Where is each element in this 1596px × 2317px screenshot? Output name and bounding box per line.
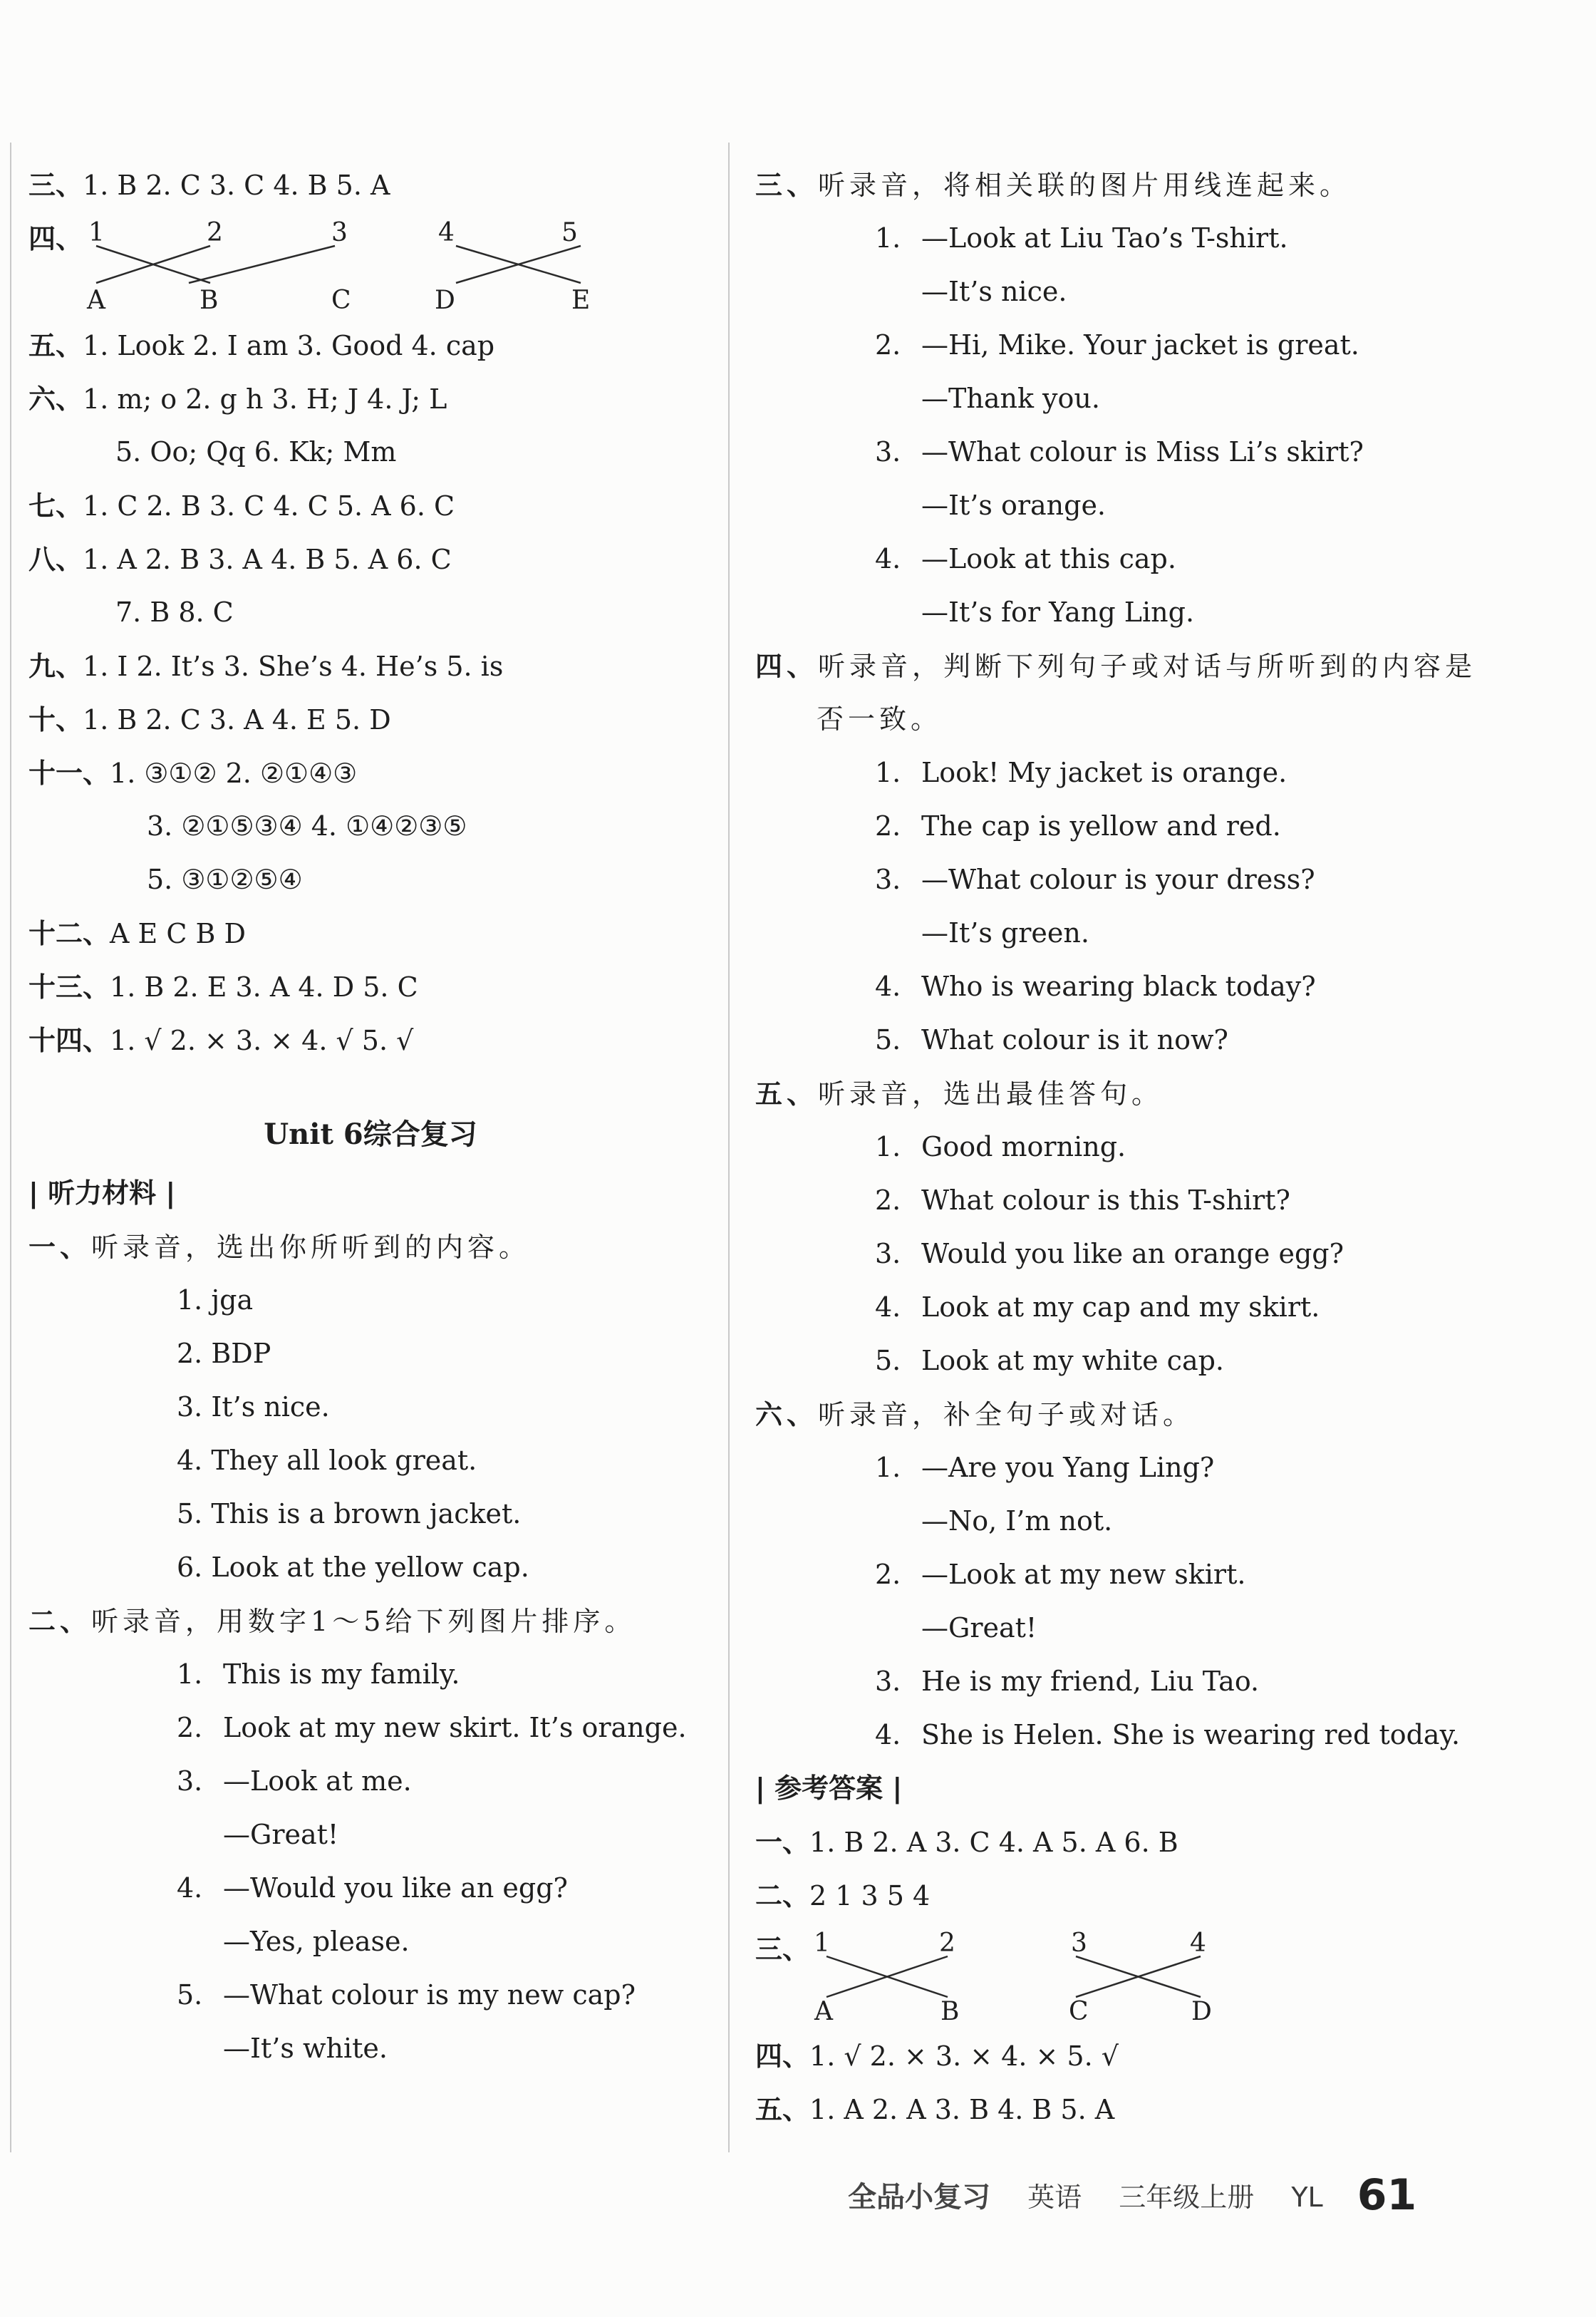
edition-label: YL [1291, 2182, 1323, 2213]
listening-item: 4. Who is wearing black today? [875, 971, 1316, 1002]
page-footer [848, 2167, 1416, 2224]
listening-item: 4. They all look great. [177, 1445, 477, 1476]
listening-item: 4. —Would you like an egg? [177, 1872, 568, 1904]
listening-item: 5. What colour is it now? [875, 1024, 1228, 1056]
match-top-4: 4 [438, 218, 455, 247]
section-label: 三、 [755, 1933, 810, 1965]
answer-row-12: 十二、A E C B D [28, 917, 246, 949]
listening-item: 2. Look at my new skirt. It’s orange. [177, 1712, 687, 1743]
listening-item: 2. —Look at my new skirt. [875, 1559, 1246, 1590]
listening-section-4-title-cont: 否一致。 [817, 703, 943, 735]
listening-item: 5. —What colour is my new cap? [177, 1979, 636, 2011]
listening-item: 1. Look! My jacket is orange. [875, 757, 1287, 788]
match-top-5: 5 [561, 218, 578, 247]
match-bottom-a: A [814, 1997, 833, 2026]
listening-item: 4. —Look at this cap. [875, 543, 1176, 574]
answer-row-7: 七、1. C 2. B 3. C 4. C 5. A 6. C [28, 490, 455, 522]
match-bottom-c: C [1069, 1997, 1089, 2026]
answer-row-8-cont: 7. B 8. C [115, 597, 234, 628]
listening-section-3-title: 三、听录音，将相关联的图片用线连起来。 [755, 169, 1352, 201]
listening-item: —Thank you. [921, 383, 1100, 414]
listening-section-4-title: 四、听录音，判断下列句子或对话与所听到的内容是 [755, 650, 1477, 682]
answer-row-8: 八、1. A 2. B 3. A 4. B 5. A 6. C [28, 543, 452, 575]
answer-row-3: 三、1. B 2. C 3. C 4. B 5. A [28, 169, 390, 201]
listening-item: —Great! [921, 1612, 1037, 1643]
reference-answers-tag: | 参考答案 | [755, 1772, 903, 1804]
answer-row-5: 五、1. A 2. A 3. B 4. B 5. A [755, 2093, 1115, 2125]
listening-item: 1. Good morning. [875, 1131, 1126, 1162]
listening-item: 4. She is Helen. She is wearing red today. [875, 1719, 1461, 1750]
listening-item: —No, I’m not. [921, 1505, 1113, 1537]
answer-row-13: 十三、1. B 2. E 3. A 4. D 5. C [28, 971, 418, 1003]
right-column [755, 158, 1575, 2136]
listening-item: 1. —Look at Liu Tao’s T-shirt. [875, 222, 1288, 254]
listening-section-6-title: 六、听录音，补全句子或对话。 [755, 1398, 1195, 1430]
listening-item: —Great! [223, 1819, 339, 1850]
left-margin-rule [10, 143, 11, 2152]
matching-answer-4 [28, 212, 712, 319]
answer-row-11: 十一、1. ③①② 2. ②①④③ [28, 757, 358, 789]
column-divider [728, 143, 730, 2152]
listening-item: 3. It’s nice. [177, 1391, 330, 1423]
listening-item: 3. —What colour is Miss Li’s skirt? [875, 436, 1364, 468]
subject-label: 英语 [1027, 2182, 1082, 2213]
listening-item: 6. Look at the yellow cap. [177, 1552, 529, 1583]
listening-item: 5. Look at my white cap. [875, 1345, 1225, 1376]
match-bottom-c: C [331, 286, 351, 315]
answer-row-11-cont: 3. ②①⑤③④ 4. ①④②③⑤ [147, 810, 467, 842]
listening-item: —It’s green. [921, 917, 1089, 949]
listening-item: 3. Would you like an orange egg? [875, 1238, 1344, 1269]
listening-item: 3. He is my friend, Liu Tao. [875, 1666, 1260, 1697]
answer-row-6: 六、1. m; o 2. g h 3. H; J 4. J; L [28, 383, 447, 415]
listening-item: —It’s for Yang Ling. [921, 597, 1195, 628]
match-top-2: 2 [939, 1929, 955, 1958]
unit-title: Unit 6综合复习 [264, 1118, 477, 1151]
matching-lines [755, 1922, 1539, 2029]
match-top-1: 1 [814, 1929, 830, 1958]
listening-item: 2. What colour is this T-shirt? [875, 1185, 1290, 1216]
listening-item: 2. The cap is yellow and red. [875, 810, 1281, 842]
answer-row-2: 二、2 1 3 5 4 [755, 1879, 931, 1911]
left-column [28, 158, 712, 2075]
listening-item: 2. —Hi, Mike. Your jacket is great. [875, 329, 1359, 361]
match-top-3: 3 [331, 218, 348, 247]
listening-item: 1. —Are you Yang Ling? [875, 1452, 1215, 1483]
match-top-1: 1 [88, 218, 105, 247]
listening-section-5-title: 五、听录音，选出最佳答句。 [755, 1078, 1164, 1110]
match-bottom-b: B [200, 286, 219, 315]
listening-item: 1. jga [177, 1284, 254, 1316]
match-bottom-d: D [435, 286, 455, 315]
listening-item: 2. BDP [177, 1338, 271, 1369]
listening-item: —It’s nice. [921, 276, 1067, 307]
answer-row-9: 九、1. I 2. It’s 3. She’s 4. He’s 5. is [28, 650, 504, 682]
match-top-2: 2 [207, 218, 223, 247]
listening-item: 1. This is my family. [177, 1658, 460, 1690]
answer-row-6-cont: 5. Oo; Qq 6. Kk; Mm [115, 436, 397, 468]
answer-row-5: 五、1. Look 2. I am 3. Good 4. cap [28, 329, 495, 361]
match-bottom-b: B [940, 1997, 960, 2026]
listening-item: 3. —Look at me. [177, 1765, 412, 1797]
listening-item: 5. This is a brown jacket. [177, 1498, 522, 1529]
match-bottom-e: E [571, 286, 591, 315]
page-number: 61 [1357, 2170, 1417, 2220]
listening-section-1-title: 一、听录音，选出你所听到的内容。 [28, 1231, 531, 1263]
answer-row-1: 一、1. B 2. A 3. C 4. A 5. A 6. B [755, 1826, 1178, 1858]
section-label: 四、 [28, 222, 83, 254]
answer-row-11-cont2: 5. ③①②⑤④ [147, 864, 303, 895]
grade-label: 三年级上册 [1119, 2182, 1255, 2213]
answer-row-4: 四、1. √ 2. × 3. × 4. × 5. √ [755, 2040, 1119, 2072]
listening-item: —It’s white. [223, 2033, 388, 2064]
listening-materials-tag: | 听力材料 | [28, 1177, 176, 1209]
listening-item: —It’s orange. [921, 490, 1107, 521]
match-bottom-d: D [1191, 1997, 1212, 2026]
listening-section-2-title: 二、听录音，用数字1～5给下列图片排序。 [28, 1605, 636, 1637]
answer-row-10: 十、1. B 2. C 3. A 4. E 5. D [28, 703, 391, 736]
listening-item: 3. —What colour is your dress? [875, 864, 1315, 895]
matching-answer-3 [755, 1922, 1575, 2029]
book-brand: 全品小复习 [848, 2181, 990, 2214]
answer-row-14: 十四、1. √ 2. × 3. × 4. √ 5. √ [28, 1024, 414, 1056]
listening-item: —Yes, please. [223, 1926, 410, 1957]
listening-item: 4. Look at my cap and my skirt. [875, 1291, 1320, 1323]
match-top-4: 4 [1190, 1929, 1206, 1958]
match-bottom-a: A [87, 286, 105, 315]
match-top-3: 3 [1071, 1929, 1087, 1958]
